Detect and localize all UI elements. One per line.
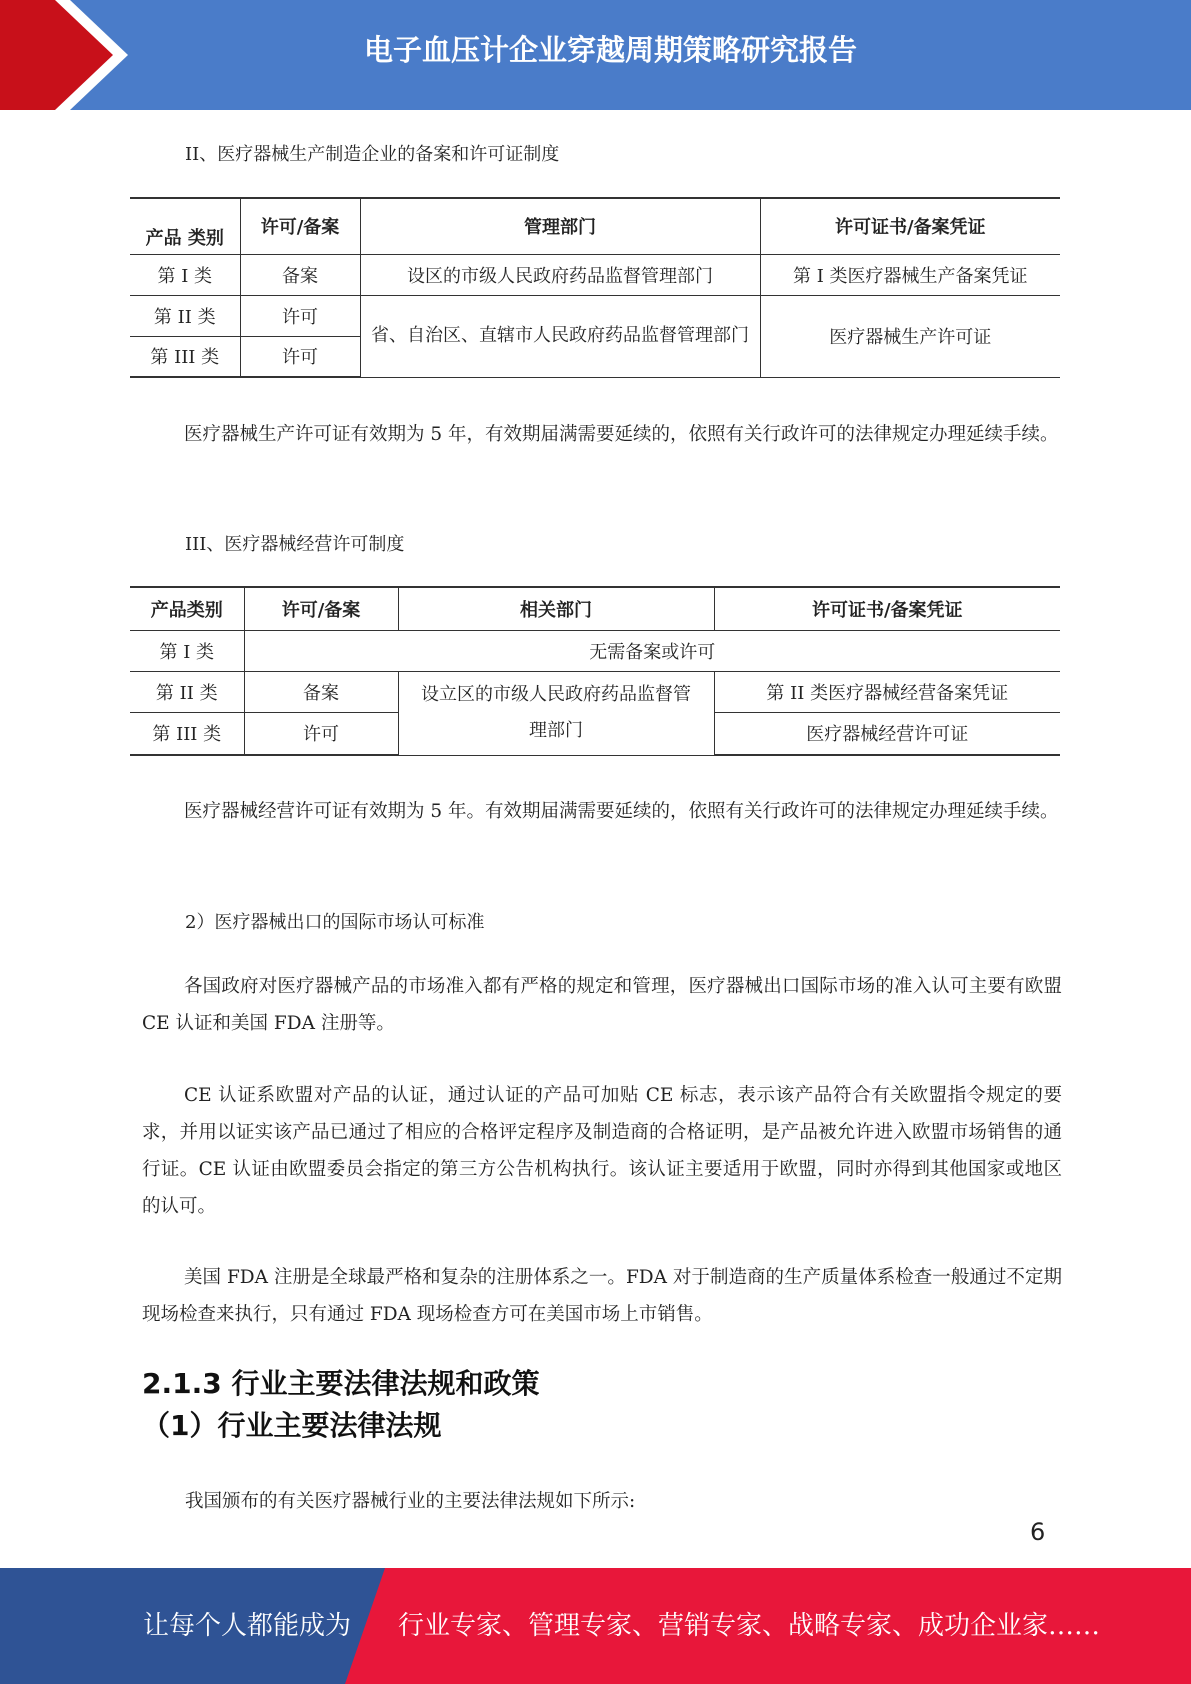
- footer-slogan-left: 让每个人都能成为: [143, 1611, 352, 1641]
- table-cell: 无需备案或许可: [244, 630, 1060, 671]
- table-header: 管理部门: [360, 198, 760, 254]
- table-cell: 设立区的市级人民政府药品监督管理部门: [398, 671, 714, 755]
- table-cell: 设区的市级人民政府药品监督管理部门: [360, 254, 760, 295]
- table-cell: 第 III 类: [130, 712, 244, 755]
- page-header: [0, 0, 1191, 110]
- section-title: 2.1.3 行业主要法律法规和政策: [142, 1367, 540, 1400]
- table-cell: 省、自治区、直辖市人民政府药品监督管理部门: [360, 295, 760, 377]
- operation-license-note: 医疗器械经营许可证有效期为 5 年。有效期届满需要延续的，依照有关行政许可的法律规定办理延续手续。: [184, 801, 1059, 822]
- table-header: 相关部门: [398, 587, 714, 630]
- table-cell: 第 II 类: [130, 671, 244, 712]
- section-ii-heading: II、医疗器械生产制造企业的备案和许可证制度: [185, 144, 560, 165]
- footer-slogan-right: 行业专家、管理专家、营销专家、战略专家、成功企业家……: [398, 1611, 1101, 1641]
- fda-paragraph: 美国 FDA 注册是全球最严格和复杂的注册体系之一。FDA 对于制造商的生产质量体系检查一般通过不定期现场检查来执行，只有通过 FDA 现场检查方可在美国市场上市销售。: [142, 1267, 1062, 1325]
- table-cell: 备案: [244, 671, 398, 712]
- export-paragraph-1: 各国政府对医疗器械产品的市场准入都有严格的规定和管理，医疗器械出口国际市场的准入认可主要有欧盟 CE 认证和美国 FDA 注册等。: [142, 976, 1062, 1034]
- table-cell: 医疗器械经营许可证: [714, 712, 1060, 755]
- table-cell: 医疗器械生产许可证: [760, 295, 1060, 377]
- table-cell: 许可: [240, 336, 360, 377]
- table-cell: 第 I 类医疗器械生产备案凭证: [760, 254, 1060, 295]
- page-number: 6: [1030, 1518, 1046, 1546]
- production-license-table: [130, 197, 1060, 378]
- table-cell: 第 II 类: [130, 295, 240, 336]
- laws-intro: 我国颁布的有关医疗器械行业的主要法律法规如下所示:: [185, 1491, 636, 1512]
- table-cell: 许可: [244, 712, 398, 755]
- table-header: 许可/备案: [244, 587, 398, 630]
- table-cell: 第 I 类: [130, 630, 244, 671]
- operation-license-table: [130, 586, 1060, 756]
- table-cell: 许可: [240, 295, 360, 336]
- table-header: 许可证书/备案凭证: [760, 198, 1060, 254]
- section-iii-heading: III、医疗器械经营许可制度: [185, 534, 405, 555]
- table-header: 产品 类别: [130, 198, 240, 254]
- table-cell: 第 II 类医疗器械经营备案凭证: [714, 671, 1060, 712]
- production-license-note: 医疗器械生产许可证有效期为 5 年，有效期届满需要延续的，依照有关行政许可的法律规定办理延续手续。: [184, 424, 1059, 445]
- table-header: 产品类别: [130, 587, 244, 630]
- page-footer: [0, 1568, 1191, 1684]
- table-header: 许可/备案: [240, 198, 360, 254]
- export-heading: 2）医疗器械出口的国际市场认可标准: [185, 912, 485, 933]
- table-cell: 备案: [240, 254, 360, 295]
- table-cell: 第 I 类: [130, 254, 240, 295]
- table-header: 许可证书/备案凭证: [714, 587, 1060, 630]
- ce-paragraph: CE 认证系欧盟对产品的认证，通过认证的产品可加贴 CE 标志，表示该产品符合有关欧盟指令规定的要求，并用以证实该产品已通过了相应的合格评定程序及制造商的合格证明，是产品被允许进入欧盟市场销售的通行证。CE 认证由欧盟委员会指定的第三方公告机构执行。该认证主要适用于欧盟，同时亦得到其他国家或地区的认可。: [142, 1085, 1062, 1217]
- table-cell: 第 III 类: [130, 336, 240, 377]
- report-title: 电子血压计企业穿越周期策略研究报告: [363, 33, 857, 67]
- section-subtitle: （1）行业主要法律法规: [142, 1409, 442, 1442]
